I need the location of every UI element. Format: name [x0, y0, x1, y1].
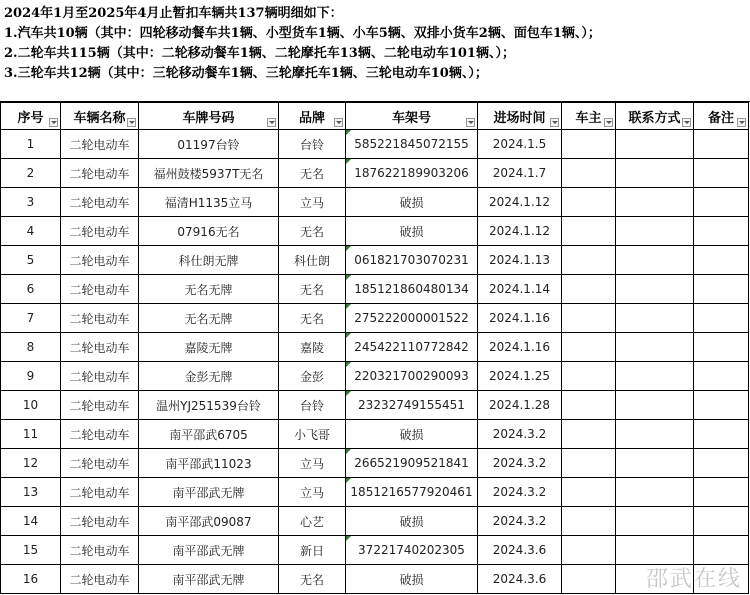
cell-remarks [694, 130, 749, 159]
cell-entry-time: 2024.3.6 [478, 565, 562, 594]
cell-seq: 6 [1, 275, 61, 304]
table-row [1, 246, 749, 275]
cell-entry-time: 2024.1.16 [478, 304, 562, 333]
cell-seq: 14 [1, 507, 61, 536]
cell-plate-number: 科仕朗无牌 [139, 246, 279, 275]
column-header-entry-time [478, 103, 562, 130]
cell-plate-number: 01197台铃 [139, 130, 279, 159]
cell-owner [562, 362, 616, 391]
cell-seq: 16 [1, 565, 61, 594]
filter-dropdown-icon[interactable] [49, 118, 58, 127]
table-row [1, 275, 749, 304]
cell-brand: 科仕朗 [279, 246, 346, 275]
column-header-label: 车主 [575, 110, 602, 126]
cell-entry-time: 2024.1.5 [478, 130, 562, 159]
cell-seq: 3 [1, 188, 61, 217]
cell-remarks [694, 159, 749, 188]
table-row [1, 449, 749, 478]
column-header-label: 车架号 [391, 110, 431, 126]
cell-vehicle-name: 二轮电动车 [61, 420, 139, 449]
cell-owner [562, 536, 616, 565]
column-header-owner [562, 103, 616, 130]
cell-entry-time: 2024.1.16 [478, 333, 562, 362]
cell-contact [616, 420, 694, 449]
cell-owner [562, 188, 616, 217]
cell-frame-number: 187622189903206 [346, 159, 478, 188]
cell-owner [562, 507, 616, 536]
cell-brand: 立马 [279, 449, 346, 478]
cell-plate-number: 无名无牌 [139, 304, 279, 333]
cell-seq: 7 [1, 304, 61, 333]
cell-frame-number: 破损 [346, 565, 478, 594]
table-row [1, 304, 749, 333]
column-header-plate-number [139, 103, 279, 130]
cell-seq: 11 [1, 420, 61, 449]
table-row [1, 333, 749, 362]
summary-line-4: 3.三轮车共12辆（其中：三轮移动餐车1辆、三轮摩托车1辆、三轮电动车10辆、）； [4, 66, 488, 81]
cell-brand: 金彭 [279, 362, 346, 391]
cell-plate-number: 南平邵武09087 [139, 507, 279, 536]
cell-contact [616, 159, 694, 188]
cell-contact [616, 536, 694, 565]
cell-plate-number: 金彭无牌 [139, 362, 279, 391]
column-header-contact [616, 103, 694, 130]
cell-vehicle-name: 二轮电动车 [61, 217, 139, 246]
cell-remarks [694, 420, 749, 449]
filter-dropdown-icon[interactable] [267, 118, 276, 127]
filter-dropdown-icon[interactable] [127, 118, 136, 127]
cell-remarks [694, 478, 749, 507]
cell-owner [562, 478, 616, 507]
summary-line-2: 1.汽车共10辆（其中：四轮移动餐车共1辆、小型货车1辆、小车5辆、双排小货车2辆、面包车1辆、）； [4, 26, 601, 41]
watermark: 邵武在线 [645, 567, 742, 592]
cell-plate-number: 南平邵武无牌 [139, 565, 279, 594]
cell-brand: 嘉陵 [279, 333, 346, 362]
cell-brand: 心艺 [279, 507, 346, 536]
cell-vehicle-name: 二轮电动车 [61, 159, 139, 188]
cell-brand: 无名 [279, 304, 346, 333]
column-header-seq [1, 103, 61, 130]
cell-owner [562, 333, 616, 362]
summary-line-3: 2.二轮车共115辆（其中：二轮移动餐车1辆、二轮摩托车13辆、二轮电动车101辆、）； [4, 46, 515, 61]
cell-contact [616, 130, 694, 159]
column-header-label: 品牌 [298, 110, 325, 126]
cell-frame-number: 220321700290093 [346, 362, 478, 391]
cell-seq: 13 [1, 478, 61, 507]
cell-contact [616, 362, 694, 391]
cell-vehicle-name: 二轮电动车 [61, 362, 139, 391]
filter-dropdown-icon[interactable] [334, 118, 343, 127]
cell-contact [616, 246, 694, 275]
table-row [1, 420, 749, 449]
cell-brand: 小飞哥 [279, 420, 346, 449]
cell-owner [562, 304, 616, 333]
cell-contact [616, 507, 694, 536]
table-row [1, 391, 749, 420]
cell-vehicle-name: 二轮电动车 [61, 449, 139, 478]
cell-seq: 5 [1, 246, 61, 275]
cell-seq: 12 [1, 449, 61, 478]
filter-dropdown-icon[interactable] [604, 118, 613, 127]
cell-brand: 新日 [279, 536, 346, 565]
cell-frame-number: 061821703070231 [346, 246, 478, 275]
table-row [1, 565, 749, 594]
cell-plate-number: 南平邵武11023 [139, 449, 279, 478]
cell-vehicle-name: 二轮电动车 [61, 333, 139, 362]
cell-owner [562, 217, 616, 246]
filter-dropdown-icon[interactable] [466, 118, 475, 127]
cell-vehicle-name: 二轮电动车 [61, 507, 139, 536]
column-header-label: 车牌号码 [182, 110, 235, 126]
column-header-label: 车辆名称 [73, 110, 126, 126]
cell-frame-number: 245422110772842 [346, 333, 478, 362]
cell-seq: 15 [1, 536, 61, 565]
cell-seq: 9 [1, 362, 61, 391]
column-header-vehicle-name [61, 103, 139, 130]
cell-entry-time: 2024.1.13 [478, 246, 562, 275]
filter-dropdown-icon[interactable] [682, 118, 691, 127]
cell-vehicle-name: 二轮电动车 [61, 478, 139, 507]
cell-remarks [694, 449, 749, 478]
table-row [1, 536, 749, 565]
cell-entry-time: 2024.1.7 [478, 159, 562, 188]
cell-frame-number: 破损 [346, 188, 478, 217]
cell-seq: 10 [1, 391, 61, 420]
cell-entry-time: 2024.1.12 [478, 188, 562, 217]
header-row [1, 103, 749, 130]
cell-brand: 台铃 [279, 130, 346, 159]
cell-frame-number: 585221845072155 [346, 130, 478, 159]
cell-vehicle-name: 二轮电动车 [61, 246, 139, 275]
cell-frame-number: 破损 [346, 217, 478, 246]
table-body [1, 130, 749, 594]
cell-contact [616, 217, 694, 246]
table-row [1, 478, 749, 507]
cell-remarks [694, 217, 749, 246]
cell-vehicle-name: 二轮电动车 [61, 130, 139, 159]
cell-remarks [694, 275, 749, 304]
cell-seq: 4 [1, 217, 61, 246]
filter-dropdown-icon[interactable] [737, 118, 746, 127]
cell-seq: 2 [1, 159, 61, 188]
cell-owner [562, 391, 616, 420]
cell-plate-number: 福州鼓楼5937T无名 [139, 159, 279, 188]
cell-vehicle-name: 二轮电动车 [61, 536, 139, 565]
cell-entry-time: 2024.1.14 [478, 275, 562, 304]
cell-contact [616, 449, 694, 478]
table-row [1, 159, 749, 188]
cell-frame-number: 275222000001522 [346, 304, 478, 333]
cell-plate-number: 嘉陵无牌 [139, 333, 279, 362]
cell-frame-number: 1851216577920461 [346, 478, 478, 507]
cell-brand: 立马 [279, 478, 346, 507]
summary-header [0, 0, 750, 102]
summary-line-1: 2024年1月至2025年4月止暂扣车辆共137辆明细如下： [4, 6, 343, 21]
cell-frame-number: 266521909521841 [346, 449, 478, 478]
table-row [1, 188, 749, 217]
cell-owner [562, 246, 616, 275]
cell-contact [616, 188, 694, 217]
table-row [1, 507, 749, 536]
cell-remarks [694, 246, 749, 275]
cell-brand: 无名 [279, 565, 346, 594]
cell-contact [616, 391, 694, 420]
cell-contact [616, 275, 694, 304]
cell-brand: 无名 [279, 275, 346, 304]
column-header-label: 进场时间 [493, 110, 546, 126]
cell-brand: 立马 [279, 188, 346, 217]
cell-plate-number: 南平邵武无牌 [139, 536, 279, 565]
cell-remarks [694, 333, 749, 362]
cell-owner [562, 159, 616, 188]
cell-vehicle-name: 二轮电动车 [61, 391, 139, 420]
cell-contact [616, 333, 694, 362]
cell-plate-number: 南平邵武无牌 [139, 478, 279, 507]
cell-owner [562, 449, 616, 478]
cell-brand: 无名 [279, 159, 346, 188]
cell-remarks [694, 304, 749, 333]
cell-remarks [694, 362, 749, 391]
cell-plate-number: 南平邵武6705 [139, 420, 279, 449]
cell-frame-number: 37221740202305 [346, 536, 478, 565]
cell-owner [562, 130, 616, 159]
cell-remarks [694, 188, 749, 217]
column-header-label: 序号 [17, 110, 44, 126]
cell-frame-number: 破损 [346, 507, 478, 536]
cell-plate-number: 07916无名 [139, 217, 279, 246]
column-header-frame-number [346, 103, 478, 130]
cell-plate-number: 温州YJ251539台铃 [139, 391, 279, 420]
cell-brand: 台铃 [279, 391, 346, 420]
cell-remarks [694, 536, 749, 565]
cell-entry-time: 2024.1.25 [478, 362, 562, 391]
cell-owner [562, 565, 616, 594]
cell-seq: 1 [1, 130, 61, 159]
cell-frame-number: 破损 [346, 420, 478, 449]
filter-dropdown-icon[interactable] [550, 118, 559, 127]
cell-contact [616, 304, 694, 333]
cell-entry-time: 2024.3.2 [478, 420, 562, 449]
cell-seq: 8 [1, 333, 61, 362]
cell-plate-number: 福清H1135立马 [139, 188, 279, 217]
cell-vehicle-name: 二轮电动车 [61, 275, 139, 304]
cell-brand: 无名 [279, 217, 346, 246]
table-row [1, 130, 749, 159]
table-row [1, 362, 749, 391]
cell-remarks [694, 391, 749, 420]
cell-remarks [694, 507, 749, 536]
column-header-brand [279, 103, 346, 130]
column-header-remarks [694, 103, 749, 130]
cell-vehicle-name: 二轮电动车 [61, 188, 139, 217]
cell-entry-time: 2024.1.12 [478, 217, 562, 246]
cell-owner [562, 420, 616, 449]
cell-owner [562, 275, 616, 304]
cell-vehicle-name: 二轮电动车 [61, 565, 139, 594]
cell-entry-time: 2024.3.6 [478, 536, 562, 565]
cell-entry-time: 2024.3.2 [478, 478, 562, 507]
cell-plate-number: 无名无牌 [139, 275, 279, 304]
cell-vehicle-name: 二轮电动车 [61, 304, 139, 333]
table-row [1, 217, 749, 246]
cell-frame-number: 185121860480134 [346, 275, 478, 304]
cell-entry-time: 2024.3.2 [478, 449, 562, 478]
column-header-label: 备注 [707, 110, 734, 126]
column-header-label: 联系方式 [628, 110, 681, 126]
cell-frame-number: 23232749155451 [346, 391, 478, 420]
cell-entry-time: 2024.1.28 [478, 391, 562, 420]
vehicle-table [0, 102, 749, 594]
cell-entry-time: 2024.3.2 [478, 507, 562, 536]
cell-contact [616, 478, 694, 507]
